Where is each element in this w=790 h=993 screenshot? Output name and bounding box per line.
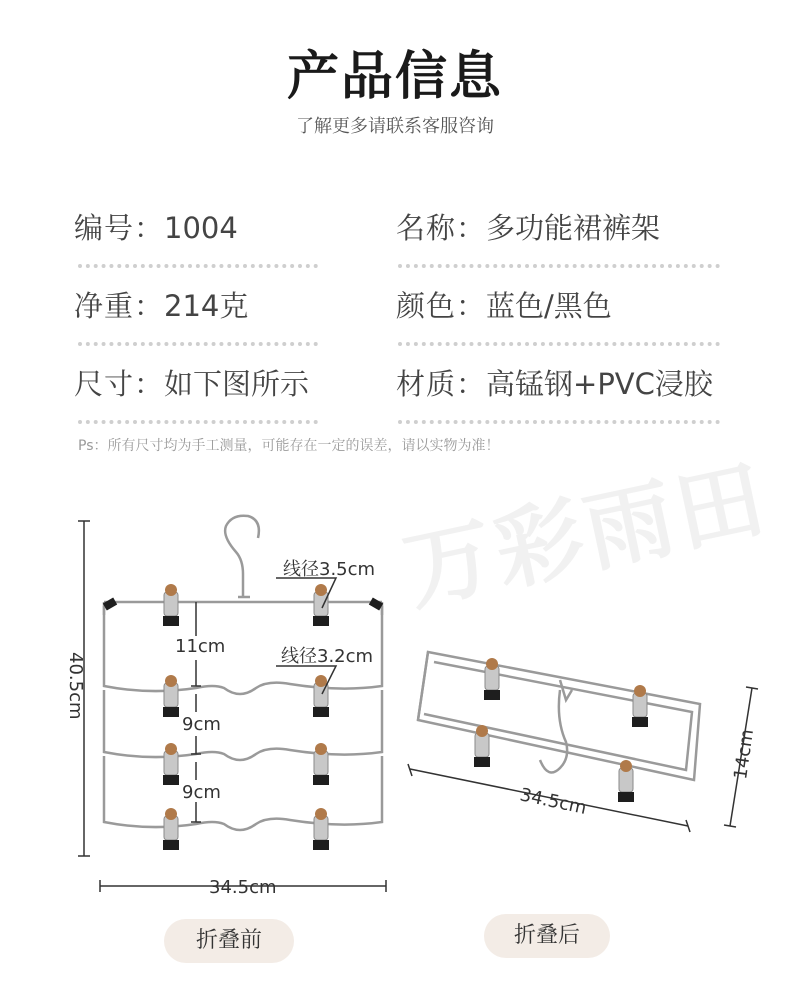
spec-number-label: 编号：	[74, 211, 165, 245]
spec-number-value: 1004	[164, 211, 238, 245]
width-label-right: 34.5cm	[517, 784, 589, 819]
gap-3-label: 9cm	[182, 782, 221, 803]
spec-name-value: 多功能裙裤架	[486, 211, 661, 245]
spec-color-label: 颜色：	[396, 289, 487, 323]
spec-material-label: 材质：	[396, 367, 487, 401]
gap-1-label: 11cm	[175, 636, 226, 657]
spec-size-label: 尺寸：	[74, 367, 165, 401]
spec-weight-label: 净重：	[74, 289, 165, 323]
spec-color-value: 蓝色/黑色	[486, 289, 612, 323]
wire-top-label: 线径3.5cm	[283, 559, 376, 580]
gap-2-label: 9cm	[182, 714, 221, 735]
spec-weight-value: 214克	[164, 289, 249, 323]
spec-size-value: 如下图所示	[164, 367, 310, 401]
wire-mid-label: 线径3.2cm	[281, 646, 374, 667]
measurement-note: Ps：所有尺寸均为手工测量，可能存在一定的误差，请以实物为准！	[78, 438, 500, 454]
page-subtitle: 了解更多请联系客服咨询	[296, 116, 494, 137]
caption-before-fold: 折叠前	[164, 919, 294, 963]
hook-icon	[225, 516, 259, 598]
spec-name-label: 名称：	[396, 211, 487, 245]
hook-icon	[540, 690, 567, 773]
page-title: 产品信息	[286, 47, 503, 107]
hanger-folded	[418, 652, 700, 780]
height-label-right: 14cm	[730, 727, 758, 781]
width-label-left: 34.5cm	[209, 877, 277, 898]
caption-after-fold: 折叠后	[484, 914, 610, 958]
spec-material-value: 高锰钢+PVC浸胶	[486, 367, 713, 401]
height-label-left: 40.5cm	[65, 652, 86, 720]
watermark: 万彩雨田	[395, 446, 778, 624]
